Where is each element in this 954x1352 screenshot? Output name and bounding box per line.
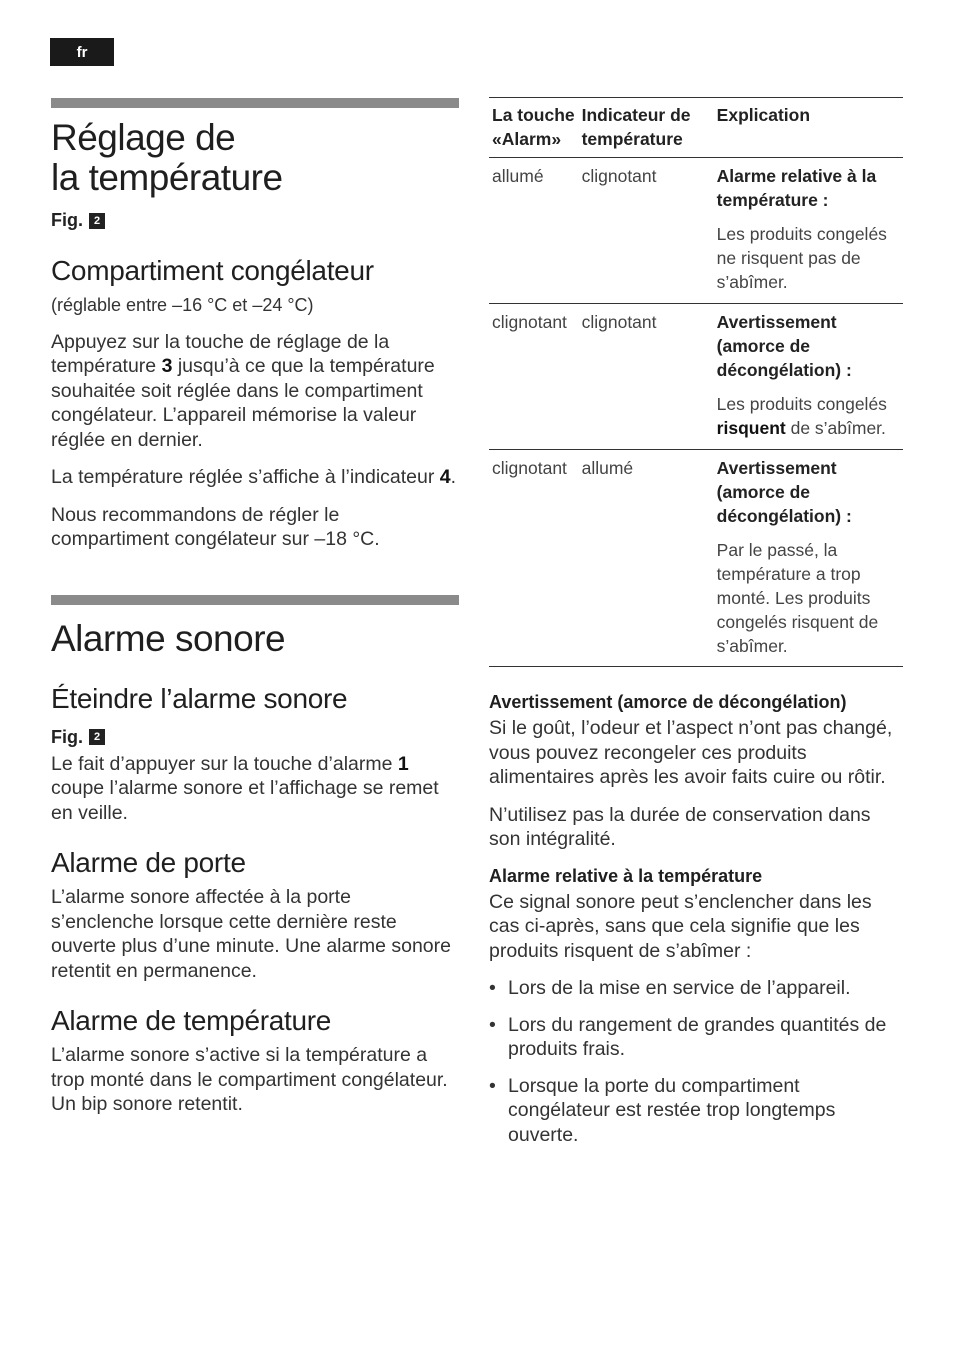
list-item: • Lors du rangement de grandes quantités de produits frais.: [489, 1013, 903, 1062]
header-key: La touche «Alarm»: [492, 105, 575, 149]
section-rule: [51, 98, 459, 108]
empty-cell: [489, 667, 582, 668]
para-recommend: Nous recommandons de régler le compartiment congélateur sur –18 °C.: [51, 503, 380, 550]
text-part: Les produits congelés ne risquent pas de s’abîmer.: [716, 224, 887, 292]
cell-key: allumé: [489, 158, 582, 304]
language-tab: fr: [50, 38, 114, 66]
text-part: de s’abîmer.: [785, 418, 886, 438]
section-title-temperature: [51, 118, 459, 198]
title-line-2: la température: [51, 157, 283, 198]
subtitle-door-alarm: Alarme de porte: [51, 847, 246, 878]
cell-key: clignotant: [489, 304, 582, 450]
explanation-title: Avertissement (amorce de décongélation) :: [716, 312, 852, 380]
explanation-text: [717, 538, 903, 658]
para-setting: [51, 330, 459, 453]
list-item: • Lors de la mise en service de l’appareil.: [489, 976, 903, 1001]
fig-label: Fig.: [51, 726, 83, 747]
para-warning-1: Si le goût, l’odeur et l’aspect n’ont pas changé, vous pouvez recongeler ces produits alimentaires après les avoir faits cuire ou rôtir.: [489, 717, 893, 788]
cell-indicator: allumé: [582, 450, 717, 667]
subtitle-turn-off-alarm: Éteindre l’alarme sonore: [51, 682, 348, 714]
para-text: .: [450, 466, 457, 488]
list-item: • Lorsque la porte du compartiment congélateur est restée trop longtemps ouverte.: [489, 1074, 903, 1148]
ref-number: 1: [397, 752, 409, 775]
explanation-text: [717, 392, 903, 440]
alarm-table: [489, 97, 903, 667]
para-text: jusqu’à ce que la température souhaitée soit réglée dans le compartiment congélateur. L’appareil mémorise la valeur réglée en dernier.: [51, 355, 435, 451]
para-text: Appuyez sur la touche de réglage de la température: [51, 330, 390, 377]
section-rule: [51, 595, 459, 605]
section-title-alarm: Alarme sonore: [51, 617, 286, 659]
cell-indicator: clignotant: [582, 158, 717, 304]
title-line-1: Réglage de: [51, 117, 236, 158]
table-row: [489, 304, 903, 450]
fig-number-box: 2: [89, 729, 105, 745]
para-display: [51, 465, 459, 490]
heading-temp-alarm: Alarme relative à la température: [489, 865, 763, 886]
para-temp-alarm: L’alarme sonore s’active si la température a trop monté dans le compartiment congélateur. Un bip sonore retentit.: [51, 1044, 448, 1115]
text-part: Les produits congelés: [716, 394, 887, 414]
heading-warning: Avertissement (amorce de décongélation): [489, 692, 847, 712]
para-temp-signal: Ce signal sonore peut s’enclencher dans les cas ci-après, sans que cela signifie que les produits risquent de s’abîmer :: [489, 890, 872, 962]
figure-reference: [51, 210, 459, 231]
explanation-text: [717, 222, 903, 294]
cell-explanation: [717, 450, 903, 667]
fig-number-box: 2: [89, 213, 105, 229]
bullet-list: [489, 976, 903, 1147]
fig-label: Fig.: [51, 210, 83, 230]
left-column: [51, 98, 459, 1117]
text-bold: risquent: [716, 418, 786, 438]
para-door-alarm: L’alarme sonore affectée à la porte s’enclenche lorsque cette dernière reste ouverte plus d’une minute. Une alarme sonore retentit en permanence.: [51, 886, 451, 982]
subtitle-temp-alarm: Alarme de température: [51, 1005, 332, 1036]
table-row: [489, 158, 903, 304]
ref-number: 3: [161, 355, 173, 377]
empty-cell: [582, 667, 717, 668]
para-text: La température réglée s’affiche à l’indicateur: [51, 466, 440, 488]
right-column: [489, 97, 903, 1147]
table-header-row: [489, 98, 903, 158]
figure-reference: [51, 727, 459, 748]
para-warning-2: N’utilisez pas la durée de conservation dans son intégralité.: [489, 803, 871, 850]
empty-cell: [717, 667, 903, 668]
para-text: Le fait d’appuyer sur la touche d’alarme: [51, 752, 398, 775]
cell-explanation: [717, 158, 903, 304]
ref-number: 4: [439, 466, 451, 488]
explanation-title: Alarme relative à la température :: [716, 166, 877, 210]
header-explanation: Explication: [716, 105, 811, 125]
para-text: coupe l’alarme sonore et l’affichage se remet en veille.: [51, 777, 439, 824]
range-text: (réglable entre –16 °C et –24 °C): [51, 295, 314, 315]
subtitle-freezer: Compartiment congélateur: [51, 255, 374, 286]
table-row: [489, 450, 903, 667]
header-indicator: Indicateur de température: [581, 105, 691, 149]
para-turn-off: [51, 752, 459, 826]
cell-explanation: [717, 304, 903, 450]
cell-key: clignotant: [489, 450, 582, 667]
text-part: Par le passé, la température a trop monté. Les produits congelés risquent de s’abîmer.: [716, 540, 879, 656]
table-bottom-rule: [489, 667, 903, 668]
cell-indicator: clignotant: [582, 304, 717, 450]
explanation-title: Avertissement (amorce de décongélation) :: [716, 458, 852, 526]
